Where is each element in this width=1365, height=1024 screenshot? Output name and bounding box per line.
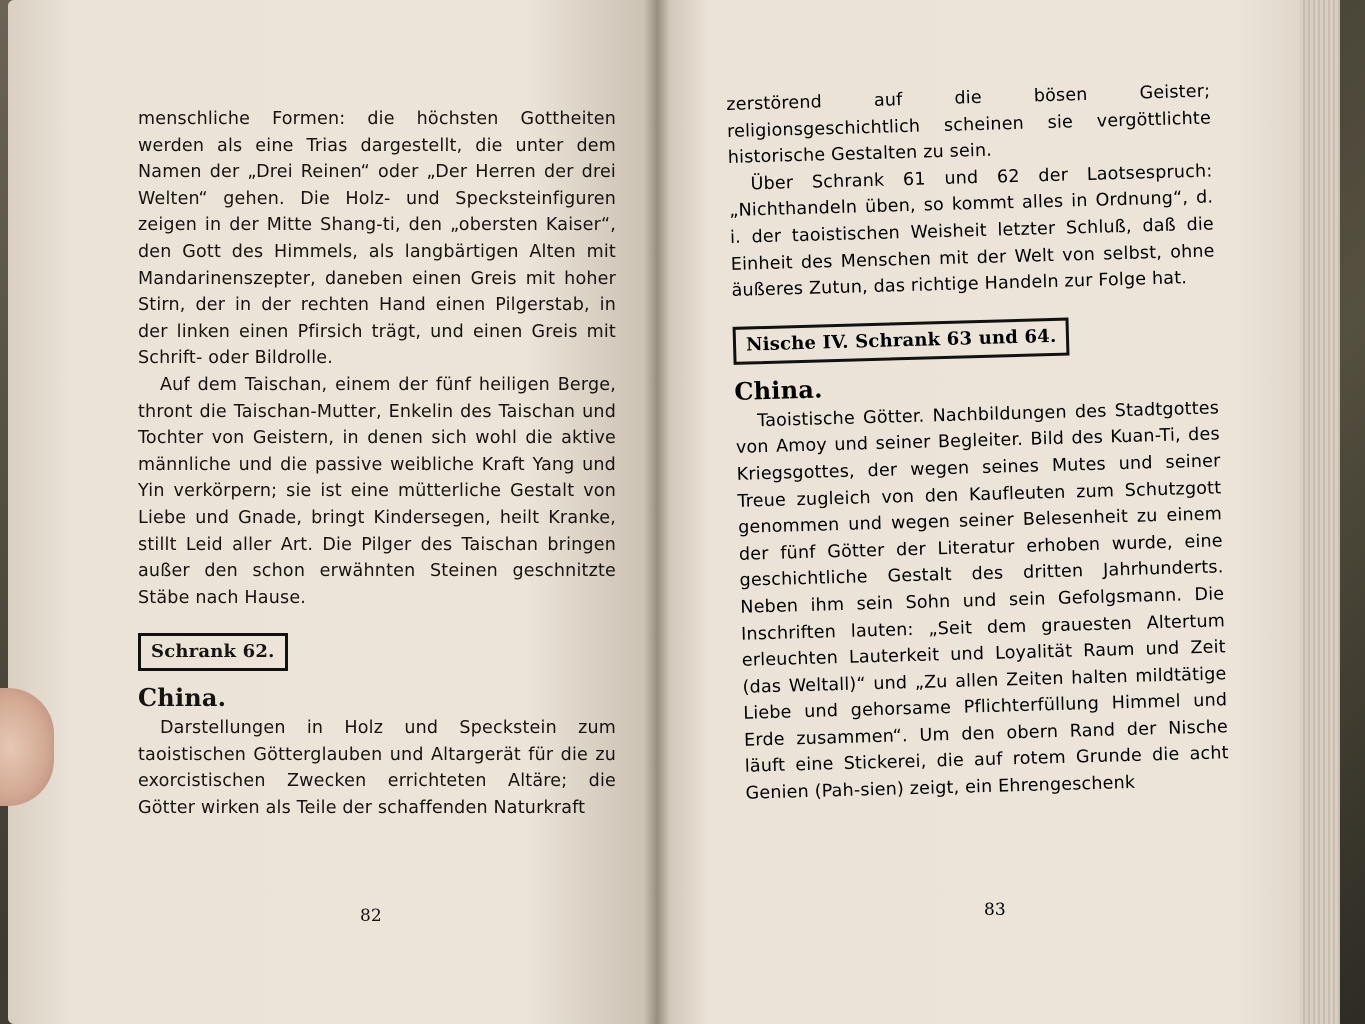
left-page-text xyxy=(138,106,616,822)
open-book xyxy=(8,0,1358,1024)
right-page-number: 83 xyxy=(984,900,1006,920)
right-paragraph-2: Über Schrank 61 und 62 der Laotsespruch: „Nichthandeln üben, so kommt alles in Ordnung“, d. i. der taoistischen Weisheit letzter Schluß, daß die Einheit des Menschen mit der Welt von selbst, ohne äußeres Zutun, das richtige Handeln zur Folge hat. xyxy=(729,161,1215,302)
page-edges xyxy=(1300,0,1340,1024)
book-gutter xyxy=(644,0,670,1024)
right-page-text xyxy=(726,78,1230,807)
left-paragraph-1: menschliche Formen: die höchsten Gottheiten werden als eine Trias dargestellt, die unter dem Namen der „Drei Reinen“ oder „Der Herren der drei Welten“ gehen. Die Holz- und Specksteinfiguren zeigen in der Mitte Shang-ti, den „obersten Kaiser“, den Gott des Himmels, als langbärtigen Alten mit Mandarinenszepter, daneben einen Greis mit hoher Stirn, der in der rechten Hand einen Pilgerstab, in der linken einen Pfirsich trägt, und einen Greis mit Schrift- oder Bildrolle. xyxy=(138,109,616,369)
left-page xyxy=(8,0,656,1024)
left-page-number: 82 xyxy=(360,906,382,926)
left-section-heading: Schrank 62. xyxy=(138,633,288,671)
right-section-title: China. xyxy=(733,374,823,406)
left-section-title: China. xyxy=(138,683,227,713)
right-section-heading: Nische IV. Schrank 63 und 64. xyxy=(733,317,1070,364)
left-section-paragraph: Darstellungen in Holz und Speckstein zum taoistischen Götterglauben und Altargerät für die zu exorcistischen Zwecken errichteten Altäre; die Götter wirken als Teile der schaffenden Naturkraft xyxy=(138,718,616,819)
right-section-paragraph: Taoistische Götter. Nachbildungen des Stadtgottes von Amoy und seiner Begleiter. Bild des Kuan-Ti, des Kriegsgottes, der wegen seines Mutes und seiner Treue zugleich von den Kaufleuten zum Schutzgott genommen und wegen seiner Belesenheit zu einem der fünf Götter der Literatur erhoben wurde, eine geschichtliche Gestalt des dritten Jahrhunderts. Neben ihm sein Sohn und sein Gefolgsmann. Die Inschriften lauten: „Seit dem grauesten Altertum erleuchten Lauterkeit und Loyalität Raum und Zeit (das Weltall)“ und „Zu allen Zeiten halten mildtätige Liebe und gehorsame Pflichterfüllung Himmel und Erde zusammen“. Um den obern Rand der Nische läuft eine Stickerei, die auf rotem Grunde die acht Genien (Pah-sien) zeigt, ein Ehrengeschenk xyxy=(735,398,1229,804)
left-paragraph-2: Auf dem Taischan, einem der fünf heiligen Berge, thront die Taischan-Mutter, Enkelin des Taischan und Tochter von Geistern, in denen sich wohl die aktive männliche und die passive weibliche Kraft Yang und Yin verkörpern; sie ist eine mütterliche Gestalt von Liebe und Gnade, bringt Kindersegen, heilt Kranke, stillt Leid aller Art. Die Pilger des Taischan bringen außer den schon erwähnten Steinen geschnitzte Stäbe nach Hause. xyxy=(138,374,616,608)
right-paragraph-1: zerstörend auf die bösen Geister; religionsgeschichtlich scheinen sie vergöttlichte historische Gestalten zu sein. xyxy=(726,81,1212,169)
